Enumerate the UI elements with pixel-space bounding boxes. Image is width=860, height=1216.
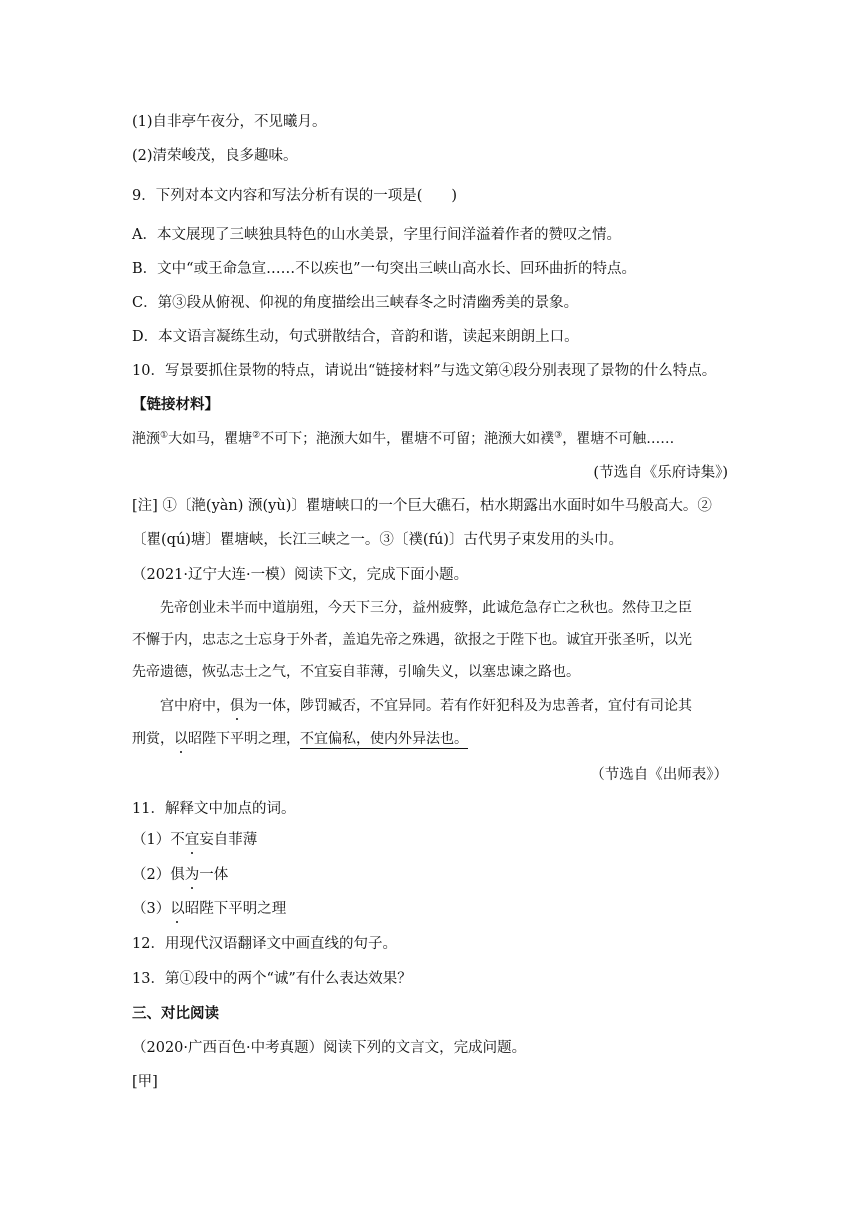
dotted-word-yi-2: 宜 xyxy=(184,832,200,848)
section3-jia-label: [甲] xyxy=(132,1074,158,1090)
q9-stem: 9．下列对本文内容和写法分析有误的一项是( ) xyxy=(132,188,458,204)
q9-option-b: B．文中“或王命急宣……不以疾也”一句突出三峡山高水长、回环曲折的特点。 xyxy=(132,261,636,277)
dotted-word-wei: 为 xyxy=(184,867,200,883)
q11-i1-text-b: 妄自菲薄 xyxy=(199,832,258,848)
passage2-source: （节选自《出师表》） xyxy=(590,767,728,783)
footnote-mark-2: ② xyxy=(252,430,261,441)
material-part-b: 大如马，瞿塘 xyxy=(168,431,253,447)
dotted-word-ju: 俱 xyxy=(230,698,244,714)
material-part-d: ，瞿塘不可触…… xyxy=(562,431,675,447)
p2-l2-text-b: 昭陛下平明之理， xyxy=(188,731,300,747)
q10-material-text xyxy=(132,429,674,449)
passage2-p1-line-1: 先帝创业未半而中道崩殂，今天下三分，益州疲弊，此诚危急存亡之秋也。然侍卫之臣 xyxy=(160,600,692,616)
q9-option-d: D．本文语言凝练生动，句式骈散结合，音韵和谐，读起来朗朗上口。 xyxy=(132,329,579,345)
p2-l2-text-a: 刑赏， xyxy=(132,731,174,747)
dotted-word-yi: 以 xyxy=(174,731,188,747)
q11-item-2 xyxy=(132,865,228,885)
q10-note-line-2: 〔瞿(qú)塘〕瞿塘峡，长江三峡之一。③〔襆(fú)〕古代男子束发用的头巾。 xyxy=(132,532,623,548)
q12-stem: 12．用现代汉语翻译文中画直线的句子。 xyxy=(132,936,397,952)
q11-item-1 xyxy=(132,830,257,850)
q13-stem: 13．第①段中的两个“诚”有什么表达效果？ xyxy=(132,971,412,987)
material-part-a: 滟滪 xyxy=(132,431,160,447)
q11-i2-text-b: 一体 xyxy=(199,867,229,883)
q11-item-3 xyxy=(132,899,286,919)
q10-stem: 10．写景要抓住景物的特点，请说出“链接材料”与选文第④段分别表现了景物的什么特点。 xyxy=(132,363,717,379)
q11-stem: 11．解释文中加点的词。 xyxy=(132,801,296,817)
passage2-p2-line-1 xyxy=(160,696,692,716)
p2-l1-text-b: 为一体，陟罚臧否，不宜异同。若有作奸犯科及为忠善者，宜付有司论其 xyxy=(244,698,692,714)
q11-i1-text-a: （1）不 xyxy=(132,832,185,848)
passage2-p1-line-3: 先帝遗德，恢弘志士之气，不宜妄自菲薄，引喻失义，以塞忠谏之路也。 xyxy=(132,664,580,680)
q10-source: (节选自《乐府诗集》) xyxy=(593,465,728,481)
footnote-mark-3: ③ xyxy=(554,430,563,441)
section3-intro: （2020·广西百色·中考真题）阅读下列的文言文，完成问题。 xyxy=(132,1040,527,1056)
passage2-intro: （2021·辽宁大连·一模）阅读下文，完成下面小题。 xyxy=(132,567,469,583)
q11-i3-text-a: （3） xyxy=(132,901,171,917)
p2-l1-text-a: 宫中府中， xyxy=(160,698,230,714)
dotted-word-yi-3: 以 xyxy=(170,901,185,917)
passage2-p2-line-2 xyxy=(132,729,468,749)
material-part-c: 不可下；滟滪大如牛，瞿塘不可留；滟滪大如襆 xyxy=(260,431,555,447)
q10-note-line-1: [注] ①〔滟(yàn) 滪(yù)〕瞿塘峡口的一个巨大礁石，枯水期露出水面时如牛马般高大。② xyxy=(132,498,712,514)
q9-option-a: A．本文展现了三峡独具特色的山水美景，字里行间洋溢着作者的赞叹之情。 xyxy=(132,227,621,243)
q10-material-heading: 【链接材料】 xyxy=(132,396,219,413)
q8-item-2: (2)清荣峻茂，良多趣味。 xyxy=(132,148,298,164)
passage2-p1-line-2: 不懈于内，忠志之士忘身于外者，盖追先帝之殊遇，欲报之于陛下也。诚宜开张圣听，以光 xyxy=(132,632,692,648)
footnote-mark-1: ① xyxy=(160,430,169,441)
underlined-sentence: 不宜偏私，使内外异法也。 xyxy=(300,731,468,747)
q9-option-c: C．第③段从俯视、仰视的角度描绘出三峡春冬之时清幽秀美的景象。 xyxy=(132,295,579,311)
section3-title: 三、对比阅读 xyxy=(132,1005,219,1022)
q11-i3-text-b: 昭陛下平明之理 xyxy=(184,901,287,917)
q11-i2-text-a: （2）俱 xyxy=(132,867,185,883)
q8-item-1: (1)自非亭午夜分，不见曦月。 xyxy=(132,114,327,130)
